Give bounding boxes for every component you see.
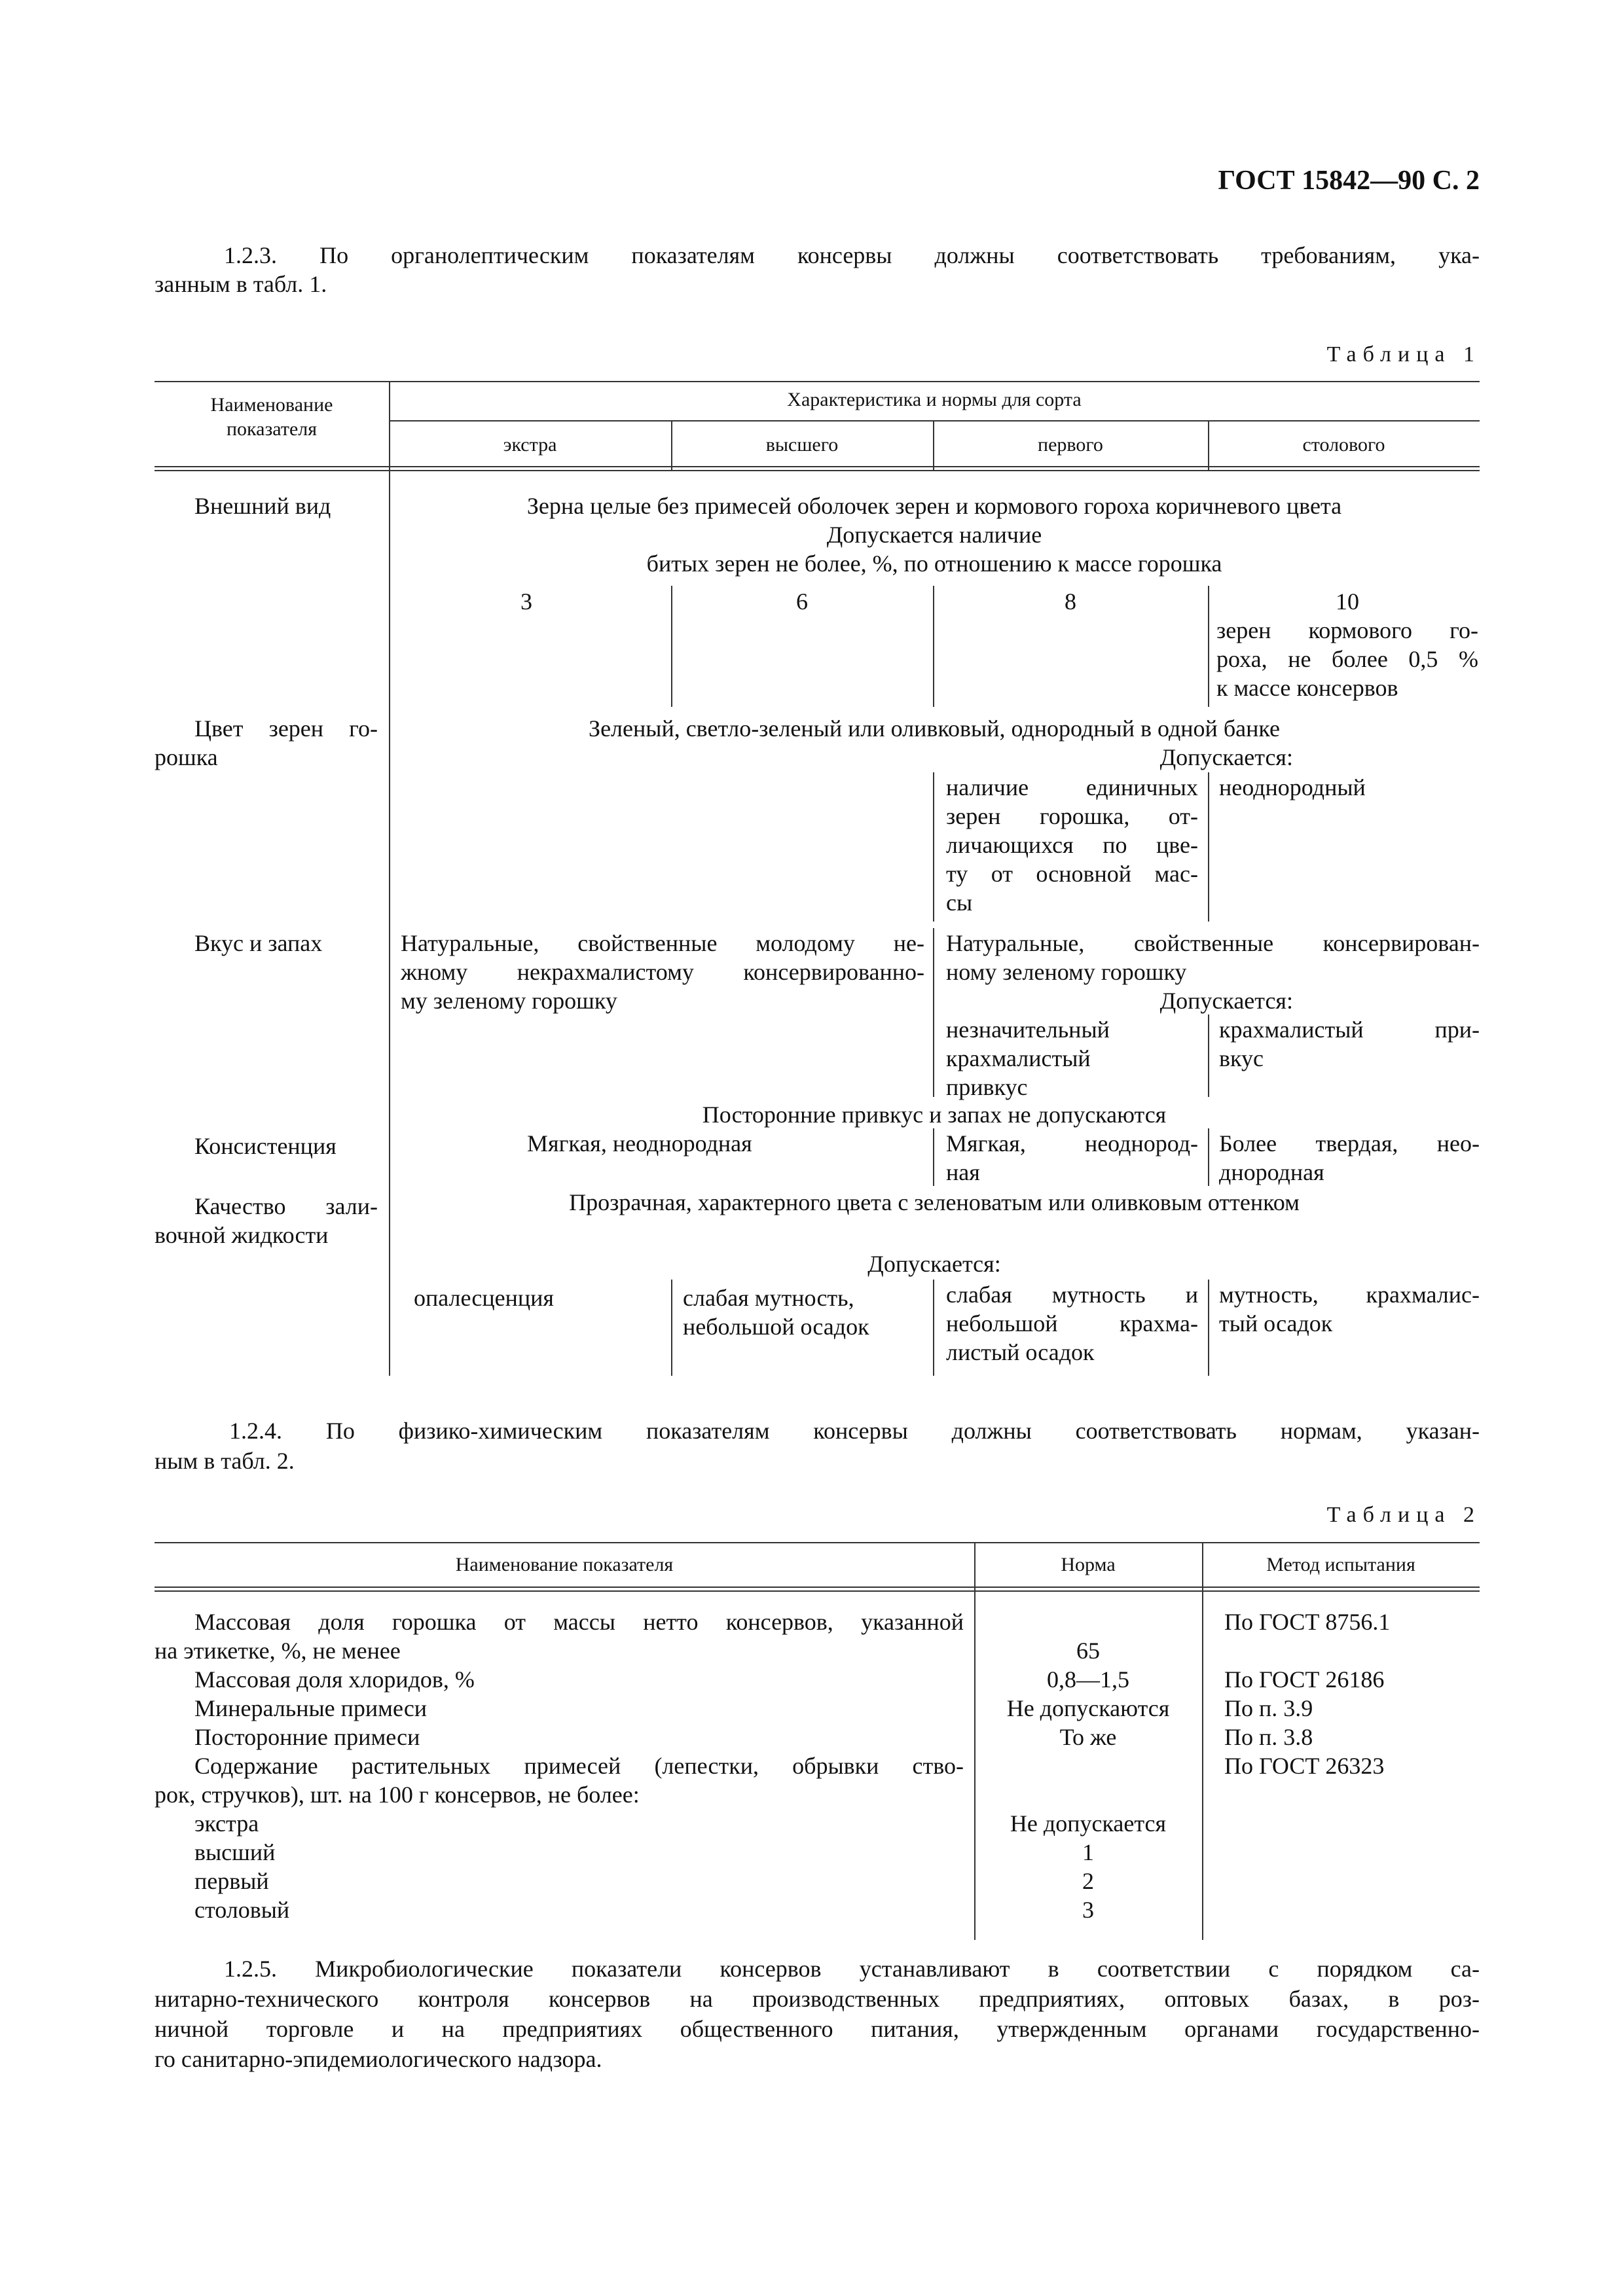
paragraph-1-2-4-line2: ным в табл. 2.	[155, 1448, 295, 1474]
vkus-common: Посторонние привкус и запах не допускаются	[702, 1102, 1167, 1128]
table2-row9-name: столовый	[194, 1897, 290, 1923]
table2-row7-norm: 1	[1082, 1839, 1094, 1865]
table2-row3-norm: Не допускаются	[1006, 1695, 1170, 1721]
table1-head-rule2	[155, 470, 1480, 471]
vneshniy-first-value: 8	[1065, 588, 1076, 615]
table2-row3-name: Минеральные примеси	[194, 1695, 428, 1721]
table2-head-rule2	[155, 1590, 1480, 1592]
table2-row1-norm: 65	[1076, 1638, 1100, 1664]
zaliv-first2: небольшой крахма-	[946, 1310, 1198, 1336]
vkus-left1: Натуральные, свойственные молодому не-	[401, 930, 924, 956]
row-konsist-name: Консистенция	[194, 1133, 337, 1159]
cvet-div2	[1208, 772, 1209, 922]
table2-row2-norm: 0,8—1,5	[1047, 1666, 1129, 1693]
table1-head-indicator-2: показателя	[226, 418, 318, 440]
table1-head-table: столового	[1302, 434, 1385, 456]
table1-top-rule	[155, 381, 1480, 382]
table2-head-norm: Норма	[1061, 1554, 1116, 1575]
konsist-div1	[933, 1128, 934, 1186]
row-zaliv-name1: Качество зали-	[194, 1193, 378, 1219]
cvet-first4: ту от основной мас-	[946, 861, 1198, 887]
zaliv-high1: слабая мутность,	[683, 1285, 854, 1311]
zaliv-allowed: Допускается:	[867, 1251, 1001, 1277]
row-vneshniy-common2: Допускается наличие	[826, 522, 1042, 548]
zaliv-first3: листый осадок	[946, 1339, 1095, 1365]
vkus-left3: му зеленому горошку	[401, 988, 617, 1014]
paragraph-1-2-3-line1: 1.2.3. По органолептическим показателям консервы должны соответствовать требованиям, ука-	[224, 242, 1480, 268]
table2-div2	[1202, 1542, 1203, 1940]
konsist-first1: Мягкая, неоднород-	[946, 1130, 1198, 1157]
table1-head-group: Характеристика и нормы для сорта	[787, 389, 1082, 410]
vkus-first2: крахмалистый	[946, 1045, 1091, 1071]
table2-row1-name1: Массовая доля горошка от массы нетто консервов, указанной	[194, 1609, 964, 1635]
table1-head-first: первого	[1038, 434, 1103, 456]
row-zaliv-name2: вочной жидкости	[155, 1222, 329, 1248]
zaliv-div2	[933, 1280, 934, 1376]
table2-row1-name2: на этикетке, %, не менее	[155, 1638, 401, 1664]
zaliv-table2: тый осадок	[1219, 1310, 1333, 1336]
row-cvet-name2: рошка	[155, 744, 218, 770]
paragraph-1-2-5-line4: го санитарно-эпидемиологического надзора.	[155, 2046, 602, 2072]
cvet-allowed: Допускается:	[1159, 744, 1293, 770]
paragraph-1-2-5-line1: 1.2.5. Микробиологические показатели консервов устанавливают в соответствии с порядком са-	[224, 1956, 1480, 1982]
konsist-table1: Более твердая, нео-	[1219, 1130, 1480, 1157]
row-vneshniy-common3: битых зерен не более, %, по отношению к массе горошка	[646, 550, 1222, 577]
vneshniy-extra-value: 3	[520, 588, 532, 615]
vneshniy-table-value4: к массе консервов	[1216, 675, 1398, 701]
zaliv-div3	[1208, 1280, 1209, 1376]
table2-head-rule1	[155, 1587, 1480, 1588]
vneshniy-high-value: 6	[796, 588, 808, 615]
vkus-div2	[1208, 1014, 1209, 1097]
vkus-first1: незначительный	[946, 1016, 1110, 1043]
vkus-right2: ному зеленому горошку	[946, 959, 1187, 985]
cvet-first2: зерен горошка, от-	[946, 803, 1198, 829]
konsist-left: Мягкая, неоднородная	[527, 1130, 752, 1157]
zaliv-high2: небольшой осадок	[683, 1314, 869, 1340]
table2-row4-name: Посторонние примеси	[194, 1724, 420, 1750]
vneshniy-div3	[1208, 586, 1209, 707]
paragraph-1-2-5-line3: ничной торговле и на предприятиях общественного питания, утвержденным органами государственно-	[155, 2016, 1480, 2042]
table2-row2-name: Массовая доля хлоридов, %	[194, 1666, 475, 1693]
page-header-title: ГОСТ 15842—90 С. 2	[1218, 166, 1480, 196]
zaliv-extra: опалесценция	[414, 1285, 554, 1311]
table2-row4-norm: То же	[1059, 1724, 1117, 1750]
vkus-right1: Натуральные, свойственные консервирован-	[946, 930, 1480, 956]
row-vneshniy-common1: Зерна целые без примесей оболочек зерен и кормового гороха коричневого цвета	[526, 493, 1342, 519]
table1-head-extra: экстра	[503, 434, 557, 456]
vneshniy-table-value2: зерен кормового го-	[1216, 617, 1478, 643]
table2-row3-method: По п. 3.9	[1224, 1695, 1313, 1721]
row-cvet-name1: Цвет зерен го-	[194, 715, 378, 742]
table2-row2-method: По ГОСТ 26186	[1224, 1666, 1385, 1693]
konsist-table2: днородная	[1219, 1159, 1324, 1185]
vkus-table1: крахмалистый при-	[1219, 1016, 1480, 1043]
table2-row8-name: первый	[194, 1868, 269, 1894]
paragraph-1-2-5-line2: нитарно-технического контроля консервов на производственных предприятиях, оптовых базах, в роз-	[155, 1986, 1480, 2012]
vkus-table2: вкус	[1219, 1045, 1264, 1071]
table2-row4-method: По п. 3.8	[1224, 1724, 1313, 1750]
konsist-div2	[1208, 1128, 1209, 1186]
table2-row6-norm: Не допускается	[1010, 1810, 1167, 1837]
zaliv-common: Прозрачная, характерного цвета с зеленоватым или оливковым оттенком	[569, 1189, 1300, 1215]
vkus-allowed: Допускается:	[1159, 988, 1293, 1014]
cvet-div1	[933, 772, 934, 922]
table2-row5-name2: рок, стручков), шт. на 100 г консервов, не более:	[155, 1782, 640, 1808]
table2-row5-method: По ГОСТ 26323	[1224, 1753, 1385, 1779]
cvet-first3: личающихся по цве-	[946, 832, 1198, 858]
cvet-table: неоднородный	[1219, 774, 1366, 800]
table1-head-rule1	[155, 466, 1480, 467]
table2-row6-name: экстра	[194, 1810, 259, 1837]
table2-row1-method: По ГОСТ 8756.1	[1224, 1609, 1391, 1635]
vkus-first3: привкус	[946, 1074, 1028, 1100]
table1-head-indicator-1: Наименование	[210, 394, 333, 416]
table2-row7-name: высший	[194, 1839, 276, 1865]
table1-caption: Таблица 1	[1326, 342, 1481, 367]
zaliv-table1: мутность, крахмалис-	[1219, 1282, 1480, 1308]
table2-row5-name1: Содержание растительных примесей (лепестки, обрывки ство-	[194, 1753, 964, 1779]
table2-head-name: Наименование показателя	[455, 1554, 674, 1575]
vneshniy-table-value3: роха, не более 0,5 %	[1216, 646, 1478, 672]
zaliv-div1	[671, 1280, 672, 1376]
table2-caption: Таблица 2	[1326, 1503, 1481, 1527]
table2-head-method: Метод испытания	[1266, 1554, 1415, 1575]
vkus-left2: жному некрахмалистому консервированно-	[401, 959, 924, 985]
paragraph-1-2-4-line1: 1.2.4. По физико-химическим показателям консервы должны соответствовать нормам, указан-	[229, 1418, 1480, 1444]
row-vkus-name: Вкус и запах	[194, 930, 323, 956]
row-vneshniy-name: Внешний вид	[194, 493, 331, 519]
table2-row8-norm: 2	[1082, 1868, 1094, 1894]
zaliv-first1: слабая мутность и	[946, 1282, 1198, 1308]
konsist-first2: ная	[946, 1159, 980, 1185]
cvet-first5: сы	[946, 889, 973, 916]
paragraph-1-2-3-line2: занным в табл. 1.	[155, 271, 327, 297]
cvet-common: Зеленый, светло-зеленый или оливковый, однородный в одной банке	[589, 715, 1280, 742]
vneshniy-table-value1: 10	[1336, 588, 1359, 615]
table2-top-rule	[155, 1542, 1480, 1543]
table1-group-rule	[389, 420, 1480, 422]
table1-head-high: высшего	[765, 434, 839, 456]
cvet-first1: наличие единичных	[946, 774, 1198, 800]
table2-row9-norm: 3	[1082, 1897, 1094, 1923]
